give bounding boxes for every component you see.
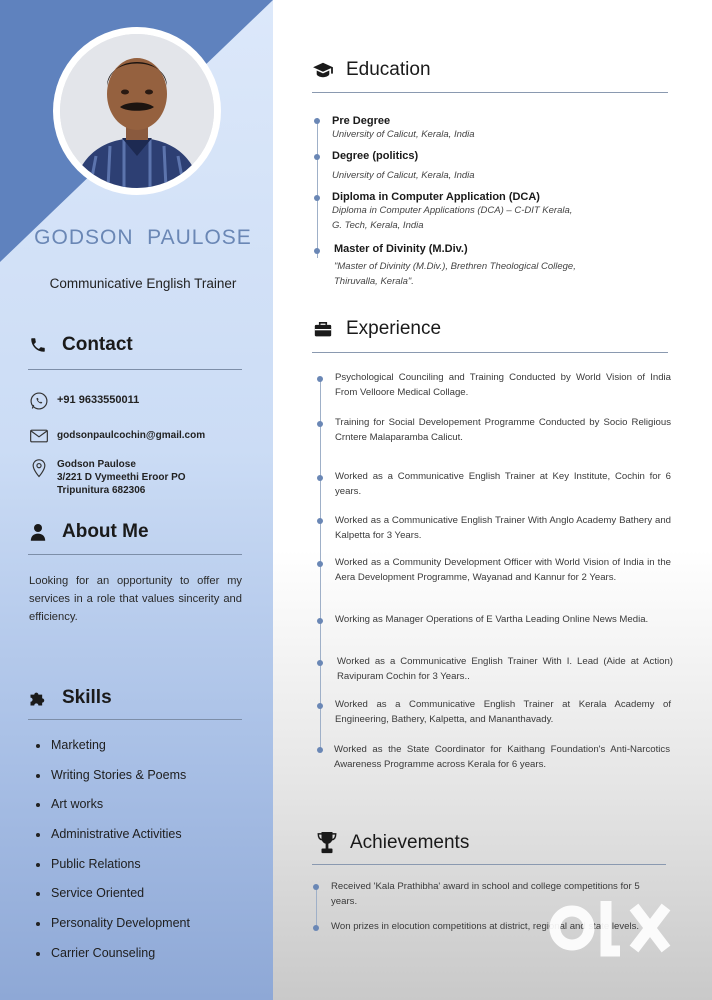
olx-watermark-logo bbox=[548, 893, 676, 959]
briefcase-icon bbox=[312, 318, 334, 340]
puzzle-icon bbox=[28, 688, 48, 708]
location-pin-icon bbox=[29, 458, 49, 478]
experience-item: Working as Manager Operations of E Vartha Leading Online News Media. bbox=[335, 614, 649, 625]
timeline-dot bbox=[314, 195, 320, 201]
skill-item: Administrative Activities bbox=[36, 827, 190, 857]
address-line-3: Tripunitura 682306 bbox=[57, 485, 146, 496]
education-detail: G. Tech, Kerala, India bbox=[332, 220, 424, 231]
education-detail: Thiruvalla, Kerala". bbox=[334, 276, 414, 287]
contact-phone[interactable] bbox=[29, 391, 139, 411]
skills-divider bbox=[28, 719, 242, 720]
profile-role: Communicative English Trainer bbox=[49, 276, 237, 291]
timeline-dot bbox=[314, 118, 320, 124]
achievements-heading-label: Achievements bbox=[350, 832, 470, 853]
timeline-dot bbox=[317, 703, 323, 709]
timeline-dot bbox=[317, 618, 323, 624]
education-item bbox=[332, 191, 632, 233]
education-title: Diploma in Computer Application (DCA) bbox=[332, 191, 540, 203]
graduation-cap-icon bbox=[312, 59, 334, 81]
trophy-icon bbox=[316, 829, 338, 857]
timeline-dot bbox=[317, 561, 323, 567]
contact-address bbox=[29, 458, 186, 497]
experience-item: Worked as a Communicative English Trainer at Key Institute, Cochin for 6 years. bbox=[335, 471, 671, 497]
achievement-item: Received 'Kala Prathibha' award in school and college competitions for 5 years. bbox=[331, 881, 640, 907]
skill-item: Carrier Counseling bbox=[36, 946, 190, 976]
about-heading bbox=[28, 521, 149, 543]
skill-item: Personality Development bbox=[36, 916, 190, 946]
education-divider bbox=[312, 92, 668, 93]
education-title: Degree (politics) bbox=[332, 150, 419, 162]
experience-heading bbox=[312, 318, 441, 340]
person-icon bbox=[28, 522, 48, 542]
education-detail: "Master of Divinity (M.Div.), Brethren Theological College, bbox=[334, 261, 576, 272]
phone-icon bbox=[28, 335, 48, 355]
achievement-item: Won prizes in elocution competitions at district, regional and state levels. bbox=[331, 921, 640, 932]
education-detail: University of Calicut, Kerala, India bbox=[332, 129, 475, 140]
education-item bbox=[332, 115, 632, 142]
timeline-dot bbox=[314, 154, 320, 160]
contact-phone-value: +91 9633550011 bbox=[57, 394, 140, 406]
skill-item: Art works bbox=[36, 797, 190, 827]
timeline-dot bbox=[314, 248, 320, 254]
education-detail: Diploma in Computer Applications (DCA) – C-DIT Kerala, bbox=[332, 205, 573, 216]
education-item bbox=[334, 243, 634, 289]
experience-item: Worked as a Communicative English Trainer at Kerala Academy of Engineering, Bathery, Kalpetta, and Mananthavady. bbox=[335, 699, 671, 725]
profile-name: GODSON PAULOSE bbox=[34, 226, 252, 249]
contact-heading-label: Contact bbox=[62, 334, 133, 355]
contact-email-value: godsonpaulcochin@gmail.com bbox=[57, 430, 206, 441]
whatsapp-icon bbox=[29, 391, 49, 411]
timeline-dot bbox=[317, 518, 323, 524]
timeline-dot bbox=[317, 660, 323, 666]
address-line-2: 3/221 D Vymeethi Eroor PO bbox=[57, 472, 186, 483]
experience-item: Worked as a Community Development Officer with World Vision of India in the Aera Development Programme, Wayanad and Kannur for 2 Years. bbox=[335, 557, 671, 583]
about-divider bbox=[28, 554, 242, 555]
achievements-heading bbox=[316, 829, 469, 857]
timeline-dot bbox=[317, 376, 323, 382]
education-item bbox=[332, 150, 632, 183]
profile-photo bbox=[53, 27, 221, 195]
experience-item: Psychological Counciling and Training Conducted by World Vision of India From Velloore Medical Collage. bbox=[335, 372, 671, 398]
education-title: Pre Degree bbox=[332, 115, 391, 127]
timeline-dot bbox=[313, 884, 319, 890]
mail-icon bbox=[29, 426, 49, 446]
skill-item: Marketing bbox=[36, 738, 190, 768]
skills-list bbox=[36, 738, 190, 976]
skill-item: Public Relations bbox=[36, 857, 190, 887]
timeline-dot bbox=[317, 421, 323, 427]
experience-item: Worked as a Communicative English Trainer With I. Lead (Aide at Action) Ravipuram Cochin for 3 Years.. bbox=[337, 656, 673, 682]
education-title: Master of Divinity (M.Div.) bbox=[334, 243, 468, 255]
education-heading-label: Education bbox=[346, 59, 431, 80]
experience-item: Worked as the State Coordinator for Kaithang Foundation's Anti-Narcotics Awareness Programme across Kerala for 6 years. bbox=[334, 744, 670, 770]
achievements-timeline bbox=[316, 886, 317, 928]
skill-item: Writing Stories & Poems bbox=[36, 768, 190, 798]
experience-item: Training for Social Developement Programme Conducted by Socio Religious Crntere Malaparamba Calicut. bbox=[335, 417, 671, 443]
education-detail: University of Calicut, Kerala, India bbox=[332, 170, 475, 181]
about-heading-label: About Me bbox=[62, 521, 149, 542]
education-timeline bbox=[317, 118, 318, 258]
experience-heading-label: Experience bbox=[346, 318, 442, 339]
experience-divider bbox=[312, 352, 668, 353]
skills-heading bbox=[28, 687, 112, 709]
achievements-divider bbox=[312, 864, 666, 865]
timeline-dot bbox=[313, 925, 319, 931]
about-text: Looking for an opportunity to offer my services in a role that values sincerity and efficiency. bbox=[29, 575, 242, 623]
portrait-illustration bbox=[60, 34, 214, 188]
address-line-1: Godson Paulose bbox=[57, 459, 136, 470]
timeline-dot bbox=[317, 475, 323, 481]
contact-email[interactable] bbox=[29, 426, 205, 446]
contact-heading bbox=[28, 334, 133, 356]
skills-heading-label: Skills bbox=[62, 687, 112, 708]
sidebar bbox=[0, 0, 273, 1000]
experience-item: Worked as a Communicative English Trainer With Anglo Academy Bathery and Kalpetta for 3 Years. bbox=[335, 515, 671, 541]
skill-item: Service Oriented bbox=[36, 886, 190, 916]
timeline-dot bbox=[317, 747, 323, 753]
contact-divider bbox=[28, 369, 242, 370]
education-heading bbox=[312, 59, 431, 81]
